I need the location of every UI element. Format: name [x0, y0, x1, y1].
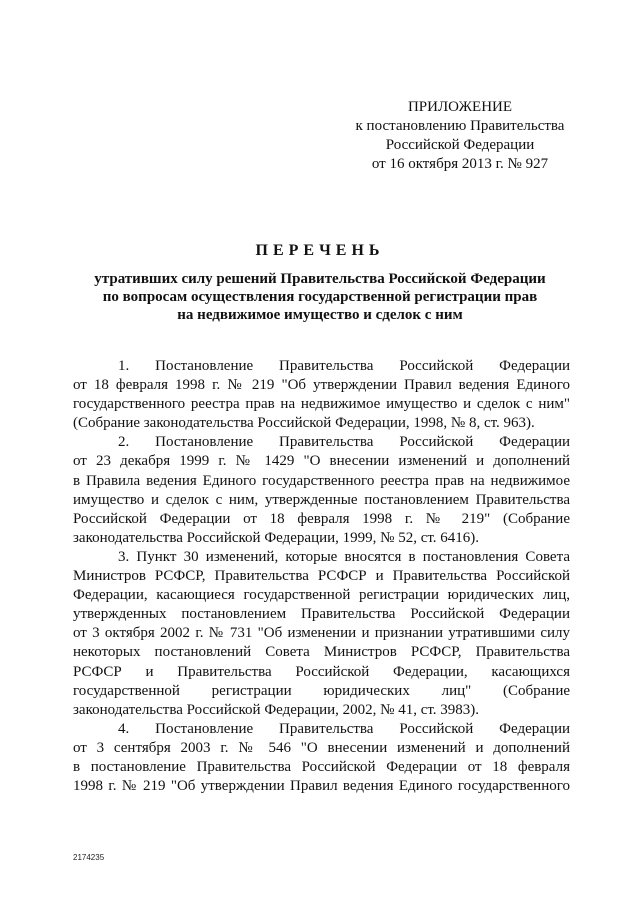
appendix-resolution-line: к постановлению Правительства [355, 118, 565, 134]
appendix-government-line: Российской Федерации [385, 137, 535, 153]
appendix-label: ПРИЛОЖЕНИЕ [407, 99, 513, 115]
text-line: от 23 декабря 1999 г. № 1429 "О внесении изменений и дополнений [73, 453, 570, 470]
text-line: Российской Федерации от 18 февраля 1998 г. № 219" (Собрание [73, 510, 570, 527]
text-line: от 3 октября 2002 г. № 731 "Об изменении и признании утратившими силу [73, 625, 570, 642]
text-line: законодательства Российской Федерации, 2002, № 41, ст. 3983). [73, 701, 480, 718]
text-line: 3. Пункт 30 изменений, которые вносятся в постановления Совета [118, 548, 570, 565]
list-item-4 [73, 720, 570, 796]
text-line: некоторых постановлений Совета Министров РСФСР, Правительства [73, 644, 570, 661]
text-line: 1998 г. № 219 "Об утверждении Правил ведения Единого государственного [73, 778, 570, 795]
text-line: (Собрание законодательства Российской Федерации, 1998, № 8, ст. 963). [73, 415, 535, 432]
text-line: имущество и сделок с ним, утвержденные постановлением Правительства [73, 491, 570, 508]
document-body [73, 357, 570, 796]
appendix-date-line: от 16 октября 2013 г. № 927 [371, 156, 549, 172]
text-line: государственной регистрации юридических лиц" (Собрание [73, 682, 570, 699]
subtitle-line: утративших силу решений Правительства Российской Федерации [94, 271, 546, 287]
document-number: 2174235 [73, 853, 105, 862]
text-line: в Правила ведения Единого государственного реестра прав на недвижимое [73, 472, 570, 489]
text-line: Министров РСФСР, Правительства РСФСР и Правительства Российской [73, 568, 570, 585]
text-line: 2. Постановление Правительства Российской Федерации [118, 434, 570, 451]
subtitle-line: на недвижимое имущество и сделок с ним [177, 307, 463, 323]
text-line: утвержденных постановлением Правительства Российской Федерации [73, 606, 570, 623]
document-subtitle [0, 270, 640, 324]
text-line: Федерации, касающиеся государственной регистрации юридических лиц, [73, 587, 570, 604]
subtitle-line: по вопросам осуществления государственной регистрации прав [102, 289, 538, 305]
appendix-header [340, 98, 580, 174]
text-line: государственного реестра прав на недвижимое имущество и сделок с ним" [73, 396, 570, 413]
list-item-2 [73, 433, 570, 548]
text-line: законодательства Российской Федерации, 1999, № 52, ст. 6416). [73, 529, 480, 546]
document-title: ПЕРЕЧЕНЬ [255, 242, 385, 259]
text-line: в постановление Правительства Российской Федерации от 18 февраля [73, 758, 570, 775]
text-line: 1. Постановление Правительства Российской Федерации [118, 358, 570, 374]
text-line: РСФСР и Правительства Российской Федерации, касающихся [73, 663, 570, 680]
text-line: от 18 февраля 1998 г. № 219 "Об утверждении Правил ведения Единого [73, 377, 570, 394]
text-line: 4. Постановление Правительства Российской Федерации [118, 720, 570, 737]
list-item-3 [73, 548, 570, 720]
list-item-1 [73, 357, 570, 433]
text-line: от 3 сентября 2003 г. № 546 "О внесении изменений и дополнений [73, 739, 570, 756]
